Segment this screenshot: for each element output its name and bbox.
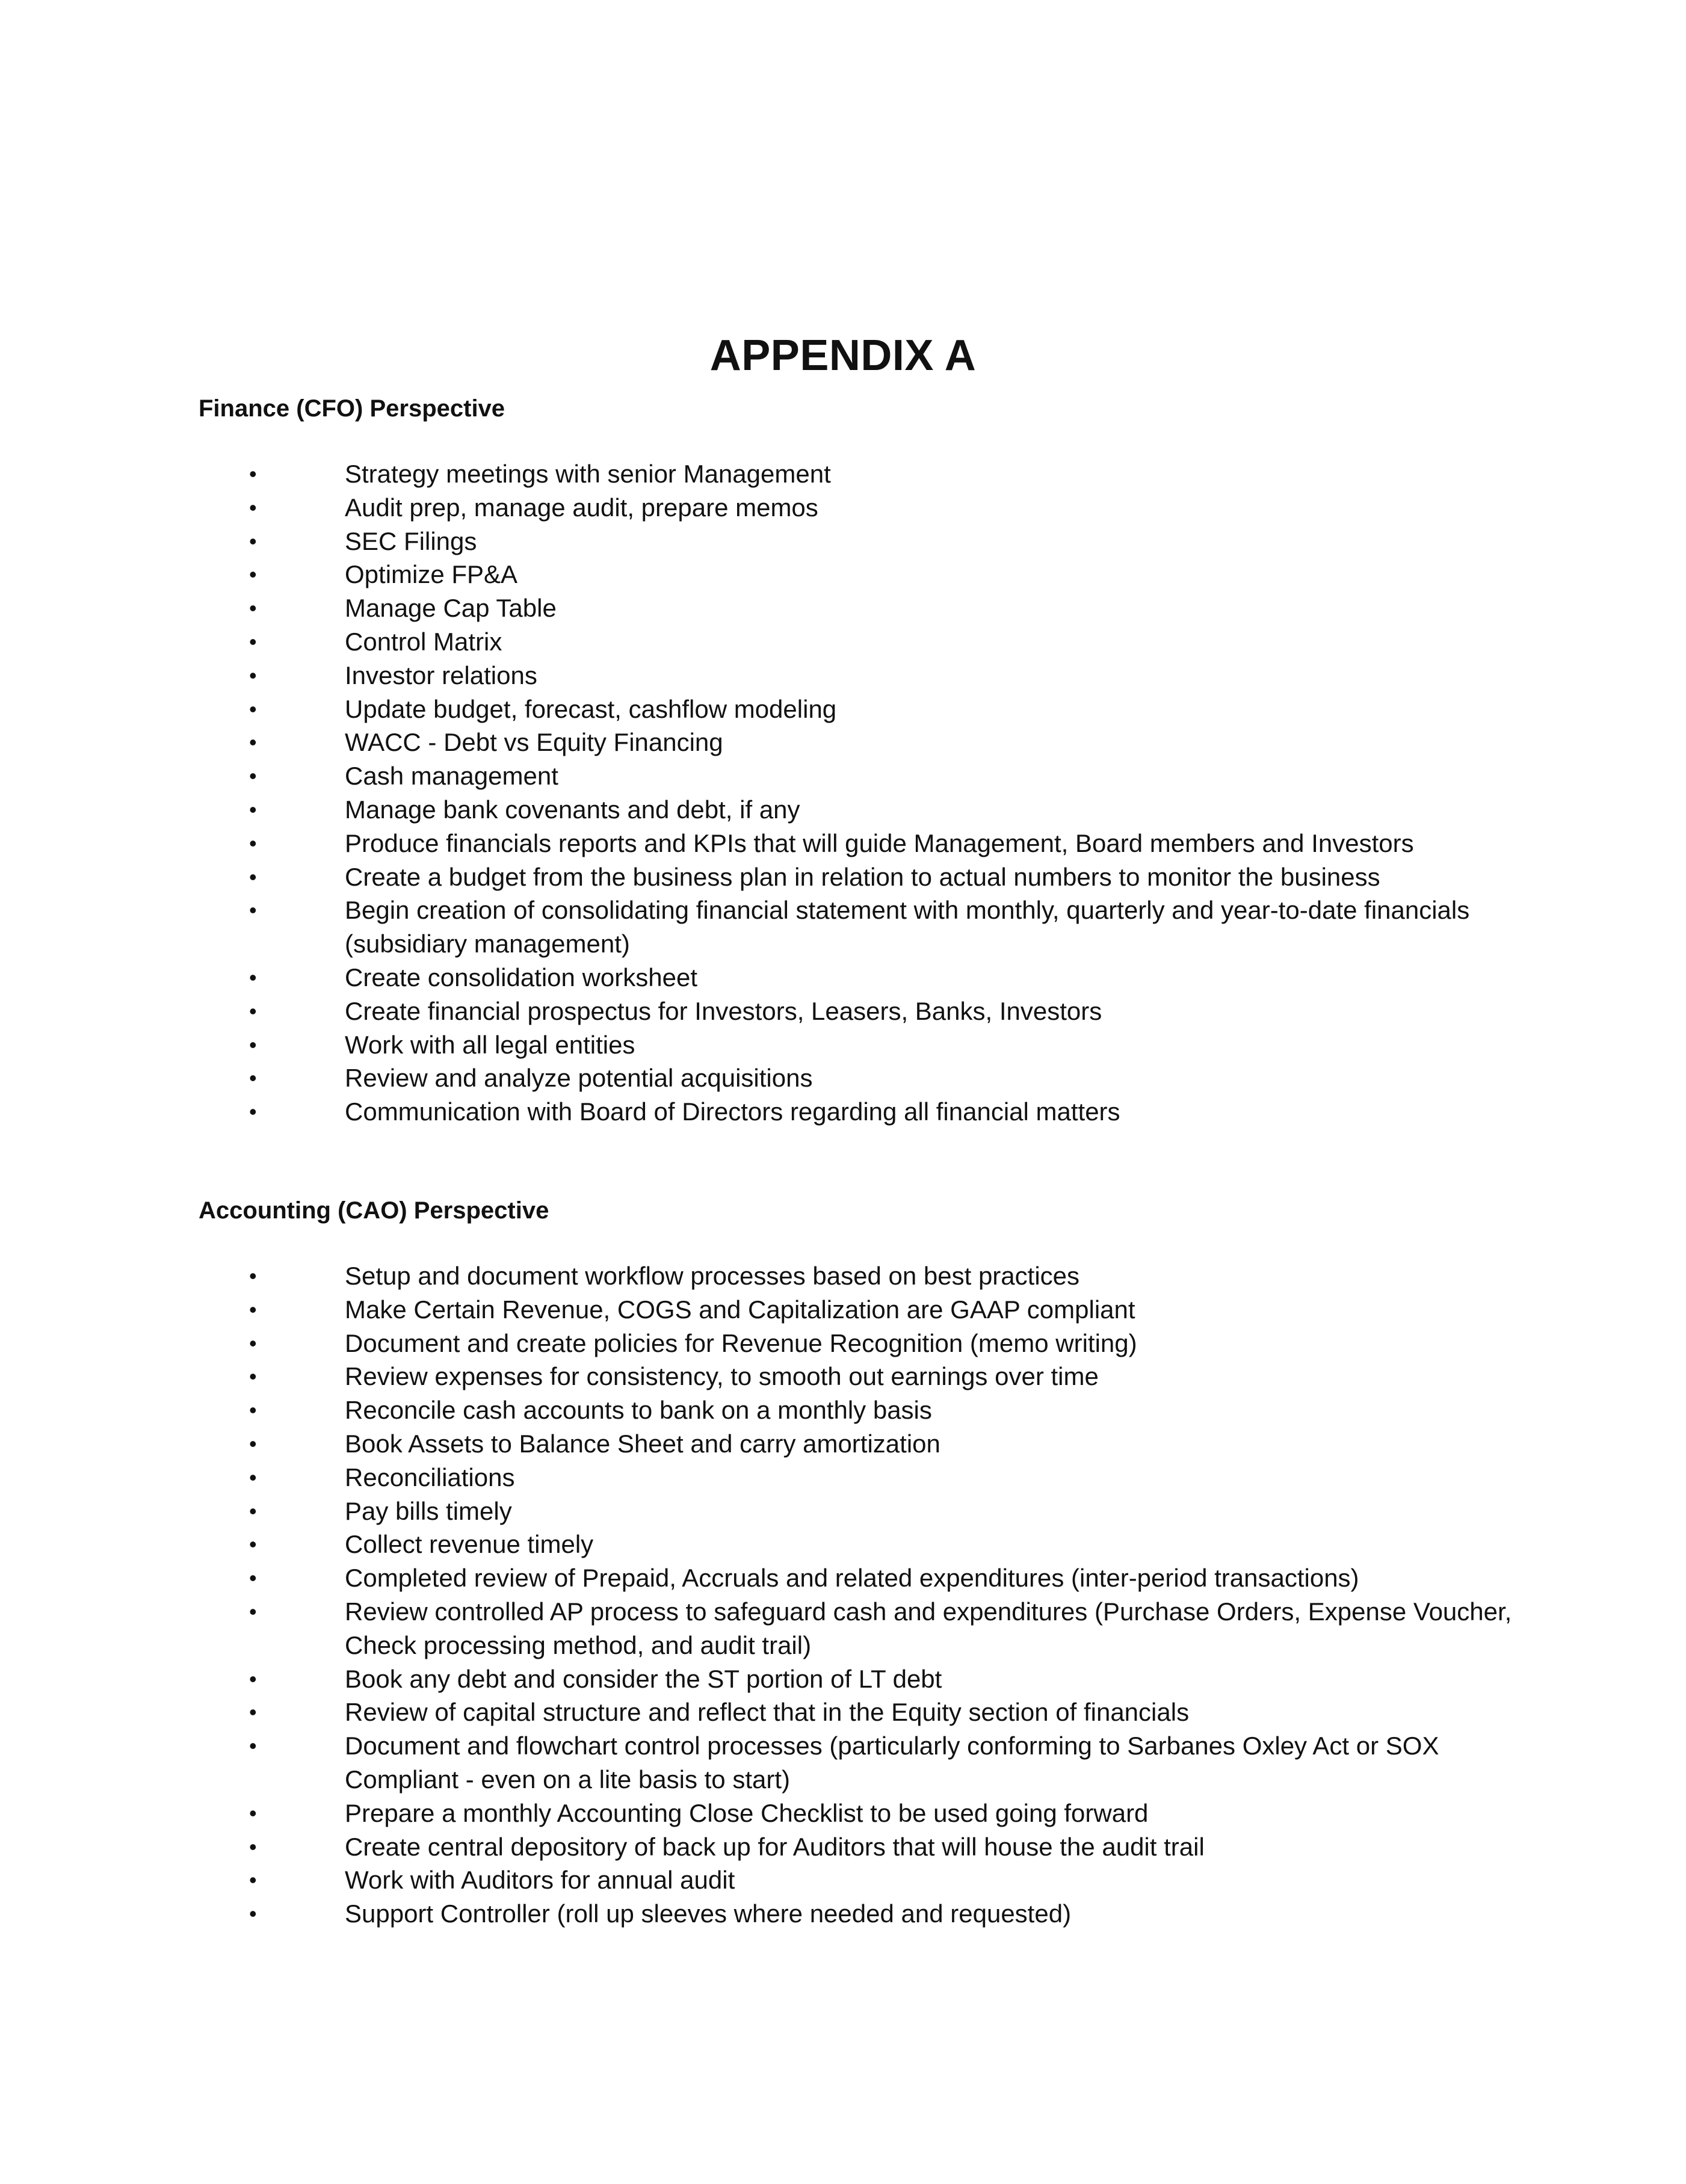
bullet-marker: • <box>249 1834 257 1859</box>
list-item <box>199 995 1516 1028</box>
list-item-text: Manage bank covenants and debt, if any <box>345 795 800 824</box>
list-item-text: Support Controller (roll up sleeves where needed and requested) <box>345 1899 1072 1928</box>
bullet-marker: • <box>249 1364 257 1389</box>
list-item <box>199 1427 1516 1461</box>
list-item-text: Book any debt and consider the ST portion of LT debt <box>345 1664 942 1693</box>
list-item <box>199 1528 1516 1561</box>
list-item-text: Strategy meetings with senior Management <box>345 460 831 488</box>
list-item-text: Manage Cap Table <box>345 594 557 623</box>
bullet-marker: • <box>249 797 257 822</box>
list-item <box>199 1595 1516 1662</box>
list-item-text: Review expenses for consistency, to smooth out earnings over time <box>345 1362 1099 1391</box>
list-item-text: Create central depository of back up for Auditors that will house the audit trail <box>345 1832 1205 1861</box>
list-item <box>199 1729 1516 1797</box>
list-item-text: Produce financials reports and KPIs that will guide Management, Board members and Investors <box>345 828 1414 857</box>
list-item <box>199 1061 1516 1095</box>
list-item <box>199 558 1516 591</box>
list-item <box>199 525 1516 558</box>
list-item <box>199 625 1516 659</box>
bullet-marker: • <box>249 1666 257 1691</box>
list-item <box>199 893 1516 961</box>
list-item-text: Review controlled AP process to safeguard cash and expenditures (Purchase Orders, Expense Voucher, Check processing method, and audit trail) <box>345 1597 1512 1659</box>
bullet-marker: • <box>249 1464 257 1490</box>
bullet-marker: • <box>249 662 257 688</box>
list-item-text: Completed review of Prepaid, Accruals and related expenditures (inter-period transactions) <box>345 1564 1359 1593</box>
list-item-text: Control Matrix <box>345 627 502 656</box>
list-item <box>199 1830 1516 1864</box>
bullet-marker: • <box>249 763 257 789</box>
list-item-text: Review of capital structure and reflect that in the Equity section of financials <box>345 1698 1190 1727</box>
list-item-text: Review and analyze potential acquisitions <box>345 1064 813 1093</box>
bullet-marker: • <box>249 1532 257 1557</box>
page-title: APPENDIX A <box>709 332 977 380</box>
list-item-text: Optimize FP&A <box>345 560 518 589</box>
list-item <box>199 1095 1516 1129</box>
bullet-list <box>199 457 1522 1129</box>
bullet-marker: • <box>249 1868 257 1893</box>
list-item-text: Investor relations <box>345 661 537 689</box>
list-item-text: Setup and document workflow processes based on best practices <box>345 1262 1080 1290</box>
bullet-marker: • <box>249 1800 257 1825</box>
list-item <box>199 1461 1516 1495</box>
list-item-text: Prepare a monthly Accounting Close Checklist to be used going forward <box>345 1798 1149 1827</box>
list-item <box>199 860 1516 894</box>
list-item-text: Begin creation of consolidating financial statement with monthly, quarterly and year-to-date financials (subsidiary management) <box>345 896 1470 958</box>
list-item <box>199 659 1516 693</box>
list-item <box>199 1662 1516 1696</box>
list-item-text: Make Certain Revenue, COGS and Capitalization are GAAP compliant <box>345 1295 1135 1324</box>
list-item <box>199 827 1516 860</box>
bullet-marker: • <box>249 1099 257 1124</box>
list-item <box>199 1393 1516 1427</box>
bullet-marker: • <box>249 562 257 587</box>
list-item-text: Document and create policies for Revenue Recognition (memo writing) <box>345 1328 1137 1357</box>
list-item <box>199 1897 1516 1931</box>
bullet-marker: • <box>249 1398 257 1423</box>
bullet-marker: • <box>249 461 257 486</box>
list-item-text: Audit prep, manage audit, prepare memos <box>345 493 818 522</box>
list-item <box>199 1495 1516 1528</box>
list-item <box>199 1797 1516 1830</box>
list-item-text: Cash management <box>345 762 558 791</box>
list-item <box>199 457 1516 491</box>
list-item-text: Collect revenue timely <box>345 1530 594 1559</box>
list-item <box>199 1360 1516 1393</box>
bullet-marker: • <box>249 1330 257 1356</box>
section-accounting-cao <box>199 1194 1522 1931</box>
list-item <box>199 1327 1516 1360</box>
bullet-marker: • <box>249 1599 257 1624</box>
list-item-text: Work with Auditors for annual audit <box>345 1866 735 1895</box>
bullet-marker: • <box>249 629 257 654</box>
list-item <box>199 793 1516 827</box>
list-item <box>199 1863 1516 1897</box>
list-item <box>199 1561 1516 1595</box>
bullet-marker: • <box>249 596 257 621</box>
bullet-marker: • <box>249 830 257 856</box>
list-item-text: WACC - Debt vs Equity Financing <box>345 728 723 757</box>
bullet-list <box>199 1259 1522 1931</box>
list-item <box>199 726 1516 759</box>
list-item-text: Create financial prospectus for Investors, Leasers, Banks, Investors <box>345 996 1102 1025</box>
list-item <box>199 1028 1516 1062</box>
bullet-marker: • <box>249 1263 257 1288</box>
list-item-text: Book Assets to Balance Sheet and carry amortization <box>345 1429 940 1458</box>
bullet-marker: • <box>249 1032 257 1057</box>
list-item-text: Create a budget from the business plan in relation to actual numbers to monitor the business <box>345 862 1380 891</box>
list-item-text: Update budget, forecast, cashflow modeling <box>345 694 837 723</box>
list-item <box>199 961 1516 995</box>
bullet-marker: • <box>249 1498 257 1523</box>
section-finance-cfo <box>199 392 1522 1129</box>
bullet-marker: • <box>249 1700 257 1725</box>
bullet-marker: • <box>249 864 257 889</box>
list-item-text: Work with all legal entities <box>345 1030 635 1059</box>
list-item <box>199 1293 1516 1327</box>
list-item-text: Reconciliations <box>345 1463 515 1491</box>
bullet-marker: • <box>249 1733 257 1759</box>
list-item-text: Create consolidation worksheet <box>345 963 697 992</box>
list-item <box>199 759 1516 793</box>
list-item <box>199 591 1516 625</box>
bullet-marker: • <box>249 1901 257 1926</box>
list-item <box>199 693 1516 726</box>
bullet-marker: • <box>249 898 257 923</box>
list-item-text: SEC Filings <box>345 526 477 555</box>
bullet-marker: • <box>249 1566 257 1591</box>
list-item-text: Pay bills timely <box>345 1496 512 1525</box>
bullet-marker: • <box>249 998 257 1023</box>
bullet-marker: • <box>249 964 257 990</box>
bullet-marker: • <box>249 528 257 554</box>
list-item <box>199 1259 1516 1293</box>
list-item-text: Communication with Board of Directors regarding all financial matters <box>345 1097 1120 1126</box>
section-heading: Accounting (CAO) Perspective <box>199 1197 549 1224</box>
list-item-text: Document and flowchart control processes (particularly conforming to Sarbanes Oxley Act or SOX Compliant - even on a lite basis to start) <box>345 1732 1439 1794</box>
list-item <box>199 491 1516 525</box>
bullet-marker: • <box>249 1066 257 1091</box>
bullet-marker: • <box>249 495 257 520</box>
bullet-marker: • <box>249 730 257 755</box>
list-item-text: Reconcile cash accounts to bank on a monthly basis <box>345 1396 932 1425</box>
bullet-marker: • <box>249 1431 257 1456</box>
section-heading: Finance (CFO) Perspective <box>199 395 505 422</box>
bullet-marker: • <box>249 696 257 721</box>
list-item <box>199 1695 1516 1729</box>
bullet-marker: • <box>249 1297 257 1322</box>
